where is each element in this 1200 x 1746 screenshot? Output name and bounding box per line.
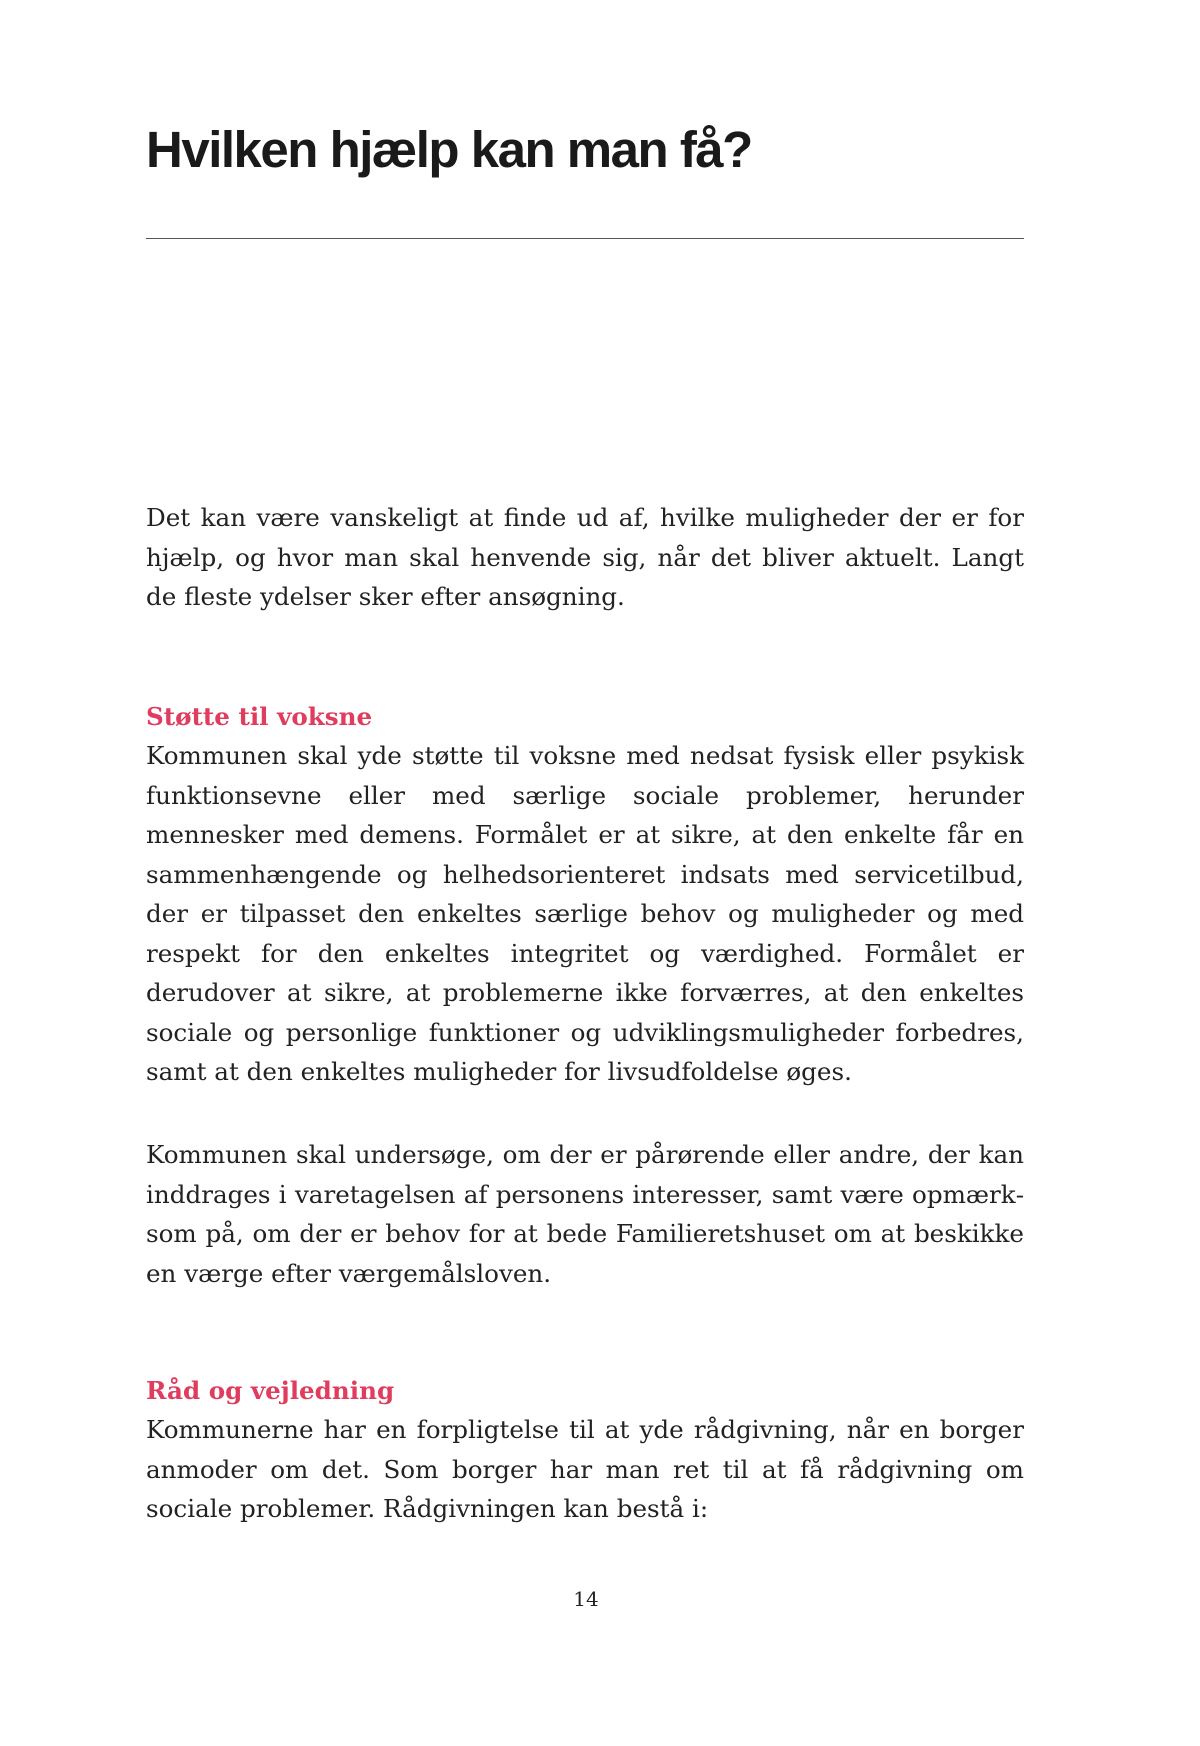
- section-paragraph: Kommunen skal yde støtte til voksne med nedsat fysisk eller psykisk funktionsevne eller med særlige sociale problemer, herunder mennesker med demens. Formålet er at sikre, at den enkelte får en sammenhængende og helhedsorienteret indsats med servicetilbud, der er tilpasset den enkeltes særlige behov og muligheder og med respekt for den enkeltes integritet og værdighed. Formålet er derudover at sikre, at problemerne ikke forværres, at den enkeltes sociale og personlige funktioner og udviklingsmuligheder forbedres, samt at den enkeltes muligheder for livsudfoldelse øges.: [146, 741, 1024, 1086]
- page-number: 14: [573, 1587, 599, 1611]
- section-heading-stotte-til-voksne: Støtte til voksne: [146, 702, 373, 731]
- section-heading-raad-og-vejledning: Råd og vejledning: [146, 1376, 395, 1405]
- section-paragraph: Kommunen skal undersøge, om der er pårørende eller andre, der kan inddrages i varetagelsen af personens interesser, samt være opmærksom på, om der er behov for at bede Familieretshuset om at beskikke en værge efter værgemålsloven.: [146, 1140, 1024, 1288]
- title-divider: [146, 238, 1024, 239]
- intro-paragraph: Det kan være vanskeligt at finde ud af, hvilke muligheder der er for hjælp, og hvor man skal henvende sig, når det bliver aktuelt. Langt de fleste ydelser sker efter ansøgning.: [146, 503, 1024, 611]
- page-title: Hvilken hjælp kan man få?: [146, 121, 752, 178]
- section-paragraph: Kommunerne har en forpligtelse til at yde rådgivning, når en borger anmoder om det. Som borger har man ret til at få rådgivning om sociale problemer. Rådgivningen kan bestå i:: [146, 1415, 1024, 1523]
